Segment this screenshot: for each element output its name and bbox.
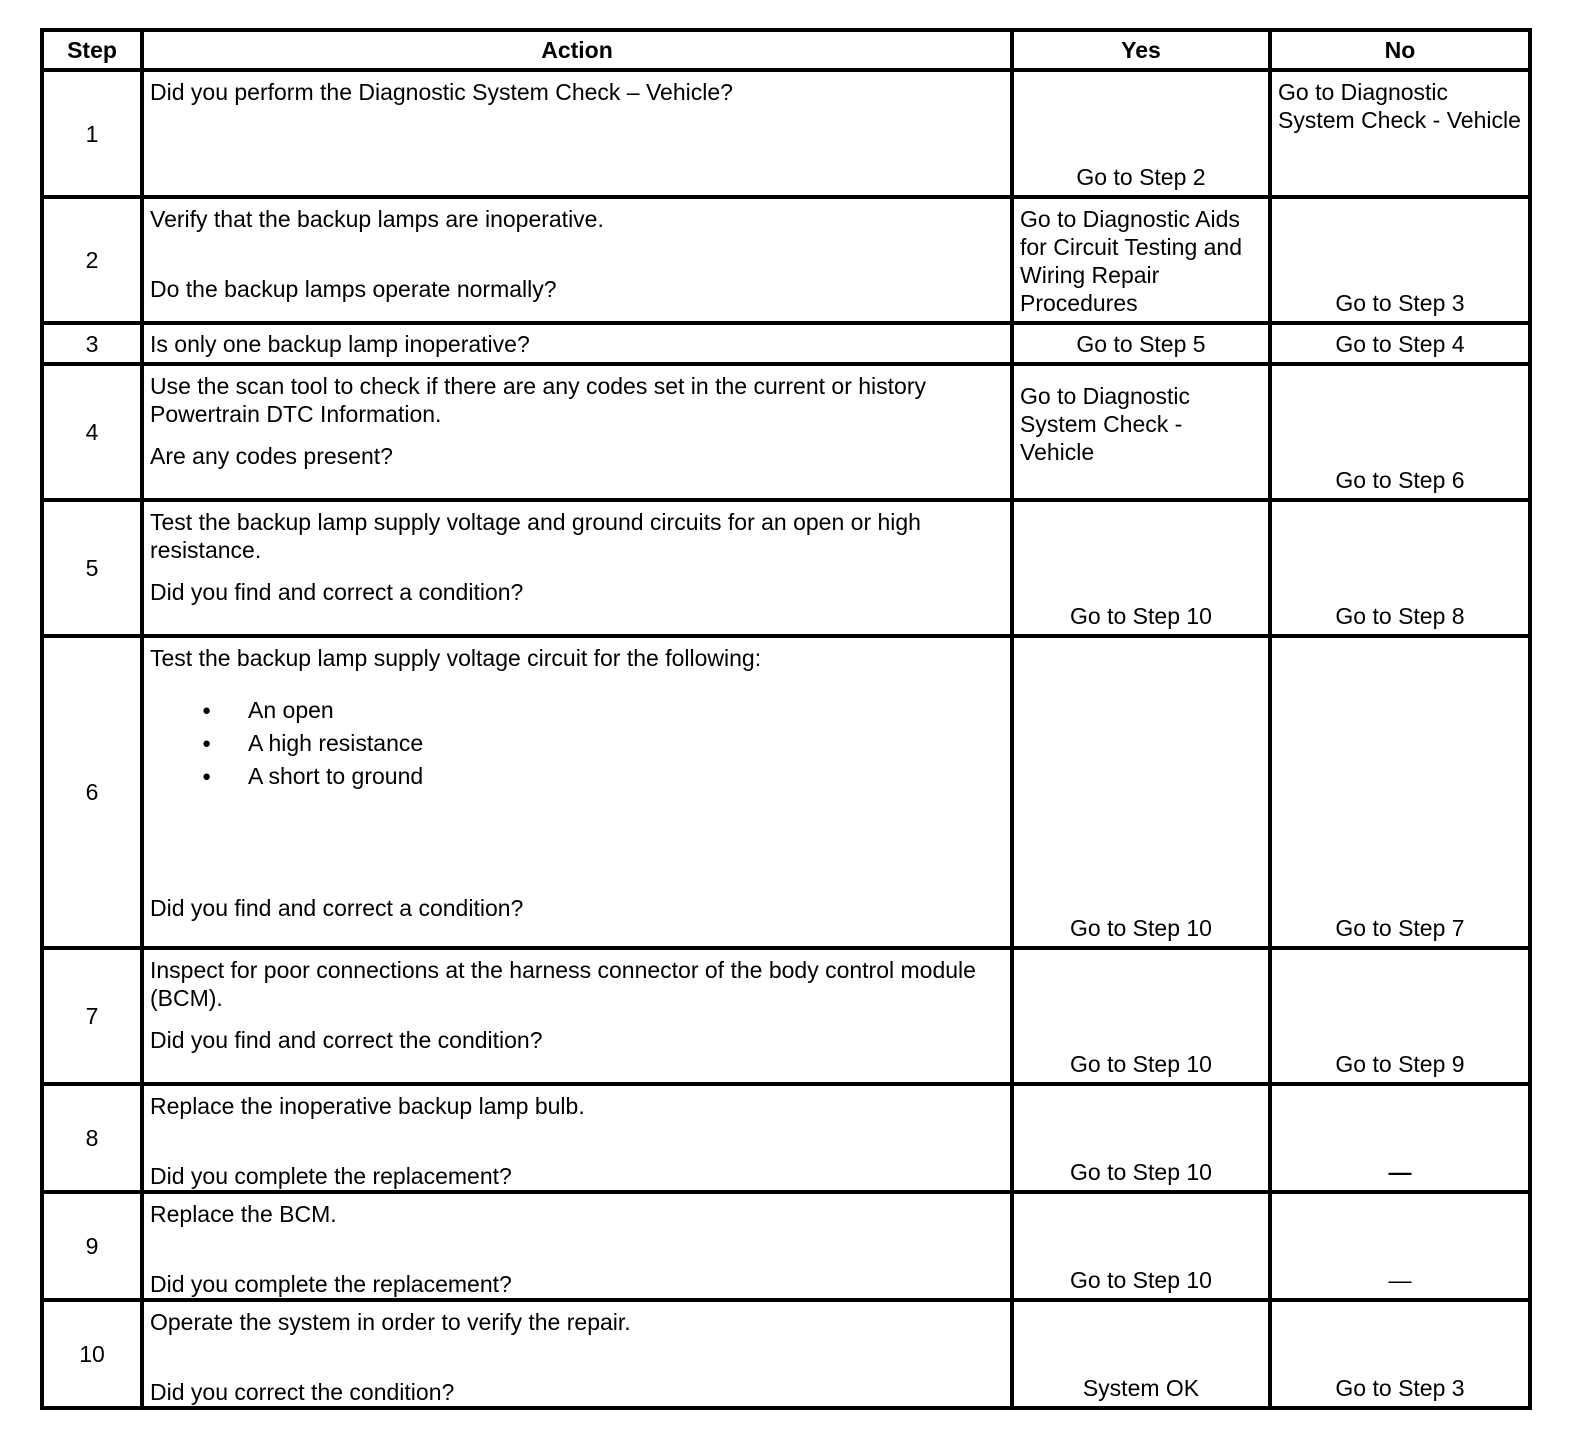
step-number: 3 — [42, 323, 142, 364]
yes-text: Go to Step 2 — [1076, 164, 1206, 190]
action-question: Did you find and correct a condition? — [150, 579, 524, 605]
action-text: Test the backup lamp supply voltage circuit for the following: — [150, 645, 762, 671]
header-yes: Yes — [1012, 30, 1270, 70]
action-question: Did you complete the replacement? — [150, 1163, 512, 1189]
yes-cell — [1012, 948, 1270, 1084]
action-cell — [142, 1300, 1012, 1408]
list-item: ● A high resistance — [248, 727, 1004, 760]
no-text: Go to Step 3 — [1335, 290, 1465, 316]
yes-cell — [1012, 636, 1270, 948]
action-text: Operate the system in order to verify the repair. — [150, 1309, 631, 1335]
table-row — [42, 197, 1530, 323]
yes-cell — [1012, 1300, 1270, 1408]
table-row — [42, 1300, 1530, 1408]
yes-cell — [1012, 197, 1270, 323]
no-cell — [1270, 1084, 1530, 1192]
action-cell — [142, 1084, 1012, 1192]
action-question: Are any codes present? — [150, 443, 393, 469]
table-row — [42, 636, 1530, 948]
yes-text: Go to Step 10 — [1070, 915, 1212, 941]
no-text: Go to Step 4 — [1335, 330, 1465, 357]
action-text: Use the scan tool to check if there are any codes set in the current or history Powertrain DTC Information. — [150, 373, 927, 427]
no-cell — [1270, 1192, 1530, 1300]
yes-text: Go to Step 10 — [1070, 1051, 1212, 1077]
table-row — [42, 948, 1530, 1084]
yes-text: Go to Diagnostic System Check - Vehicle — [1020, 383, 1191, 465]
yes-text: Go to Step 10 — [1070, 1267, 1212, 1293]
action-text: Replace the BCM. — [150, 1201, 337, 1227]
action-cell — [142, 1192, 1012, 1300]
yes-text: Go to Step 10 — [1070, 603, 1212, 629]
no-cell — [1270, 636, 1530, 948]
action-question: Did you find and correct the condition? — [150, 1027, 543, 1053]
yes-text: Go to Diagnostic Aids for Circuit Testing and Wiring Repair Procedures — [1020, 206, 1243, 316]
action-cell — [142, 197, 1012, 323]
action-question: Did you complete the replacement? — [150, 1271, 512, 1297]
table-row — [42, 1084, 1530, 1192]
action-text: Test the backup lamp supply voltage and ground circuits for an open or high resistance. — [150, 509, 921, 563]
action-cell — [142, 500, 1012, 636]
no-text: Go to Step 6 — [1335, 467, 1465, 493]
no-cell — [1270, 948, 1530, 1084]
header-action: Action — [142, 30, 1012, 70]
action-question: Did you correct the condition? — [150, 1379, 455, 1405]
no-text: Go to Diagnostic System Check - Vehicle — [1278, 79, 1521, 133]
list-item: ● A short to ground — [248, 760, 1004, 793]
table-row — [42, 500, 1530, 636]
table-row — [42, 1192, 1530, 1300]
header-step: Step — [42, 30, 142, 70]
action-question: Did you find and correct a condition? — [150, 895, 524, 921]
action-text: Verify that the backup lamps are inoperative. — [150, 206, 604, 232]
yes-cell — [1012, 500, 1270, 636]
header-no: No — [1270, 30, 1530, 70]
yes-cell — [1012, 1192, 1270, 1300]
table-row — [42, 323, 1530, 364]
action-cell — [142, 323, 1012, 364]
action-text: Did you perform the Diagnostic System Check – Vehicle? — [150, 79, 733, 105]
no-cell — [1270, 197, 1530, 323]
yes-cell — [1012, 1084, 1270, 1192]
action-cell — [142, 948, 1012, 1084]
action-text: Is only one backup lamp inoperative? — [150, 330, 530, 357]
header-row — [42, 30, 1530, 70]
table-row — [42, 70, 1530, 197]
yes-text: System OK — [1082, 1375, 1200, 1401]
list-item: ● An open — [248, 694, 1004, 727]
yes-cell — [1012, 323, 1270, 364]
step-number: 10 — [42, 1300, 142, 1408]
no-text: Go to Step 8 — [1335, 603, 1465, 629]
no-cell — [1270, 70, 1530, 197]
no-text: — — [1388, 1267, 1412, 1293]
condition-list — [150, 694, 1004, 793]
yes-cell — [1012, 364, 1270, 500]
action-cell — [142, 70, 1012, 197]
no-text: Go to Step 7 — [1335, 915, 1465, 941]
no-cell — [1270, 1300, 1530, 1408]
diagnostic-table — [40, 28, 1532, 1410]
action-cell — [142, 364, 1012, 500]
step-number: 8 — [42, 1084, 142, 1192]
step-number: 6 — [42, 636, 142, 948]
yes-text: Go to Step 10 — [1070, 1159, 1212, 1185]
no-cell — [1270, 364, 1530, 500]
no-text: — — [1388, 1159, 1412, 1185]
no-text: Go to Step 9 — [1335, 1051, 1465, 1077]
step-number: 7 — [42, 948, 142, 1084]
no-cell — [1270, 323, 1530, 364]
no-cell — [1270, 500, 1530, 636]
step-number: 4 — [42, 364, 142, 500]
action-text: Inspect for poor connections at the harness connector of the body control module (BCM). — [150, 957, 976, 1011]
yes-cell — [1012, 70, 1270, 197]
action-text: Replace the inoperative backup lamp bulb. — [150, 1093, 585, 1119]
step-number: 9 — [42, 1192, 142, 1300]
yes-text: Go to Step 5 — [1076, 330, 1206, 357]
step-number: 1 — [42, 70, 142, 197]
no-text: Go to Step 3 — [1335, 1375, 1465, 1401]
action-question: Do the backup lamps operate normally? — [150, 276, 557, 302]
step-number: 2 — [42, 197, 142, 323]
step-number: 5 — [42, 500, 142, 636]
action-cell — [142, 636, 1012, 948]
table-row — [42, 364, 1530, 500]
